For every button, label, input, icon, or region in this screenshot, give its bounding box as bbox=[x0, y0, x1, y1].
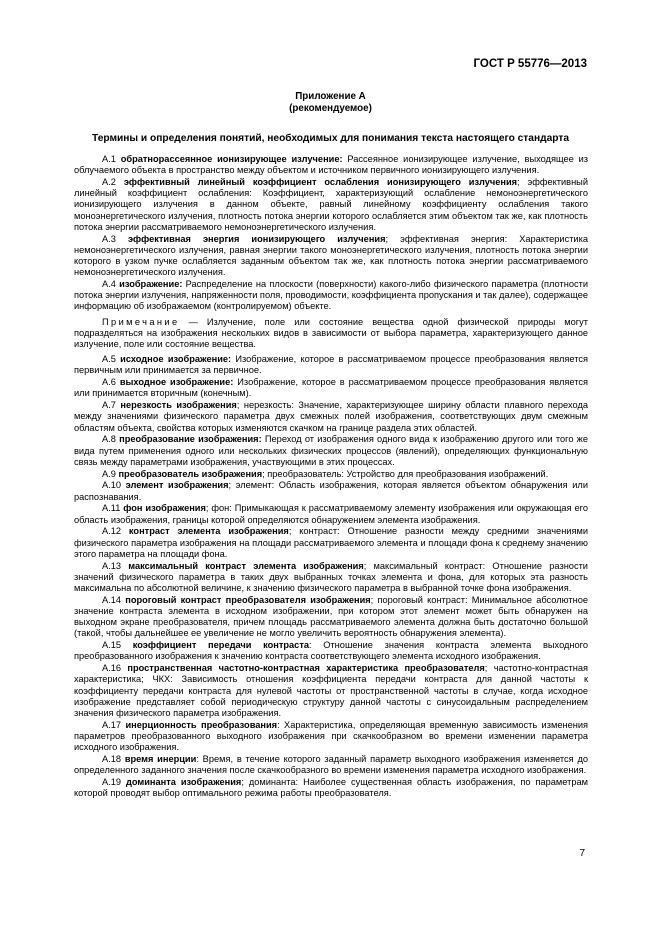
term-name: нерезкость изображения bbox=[120, 400, 237, 411]
entry-number: А.14 bbox=[102, 594, 122, 605]
term-definition: ; доминанта: Наиболее существенная область изображения, по параметрам которой проводят выбор оптимального режима работы преобразователя. bbox=[74, 777, 588, 799]
term-entry bbox=[74, 177, 588, 233]
entry-number: А.19 bbox=[102, 777, 122, 788]
term-entry bbox=[74, 480, 588, 502]
term-name: эффективная энергия ионизирующего излучения bbox=[127, 233, 386, 244]
entry-number: А.15 bbox=[102, 640, 122, 651]
entry-number: А.7 bbox=[102, 400, 116, 411]
entry-number: А.5 bbox=[102, 354, 116, 365]
term-name: доминанта изображения bbox=[125, 777, 242, 788]
term-name: пороговый контраст преобразователя изображения bbox=[125, 594, 371, 605]
term-definition: ; частотно-контрастная характеристика; ЧКХ: Зависимость отношения коэффициента передачи контраста для данной частоты к коэффициенту передачи контраста для нулевой частоты от пространственной частоты в случае, когда исходное изображение представляет собой периодическую структуру данной частоты с синусоидальным распределением значения физического параметра изображения. bbox=[74, 663, 588, 719]
term-definition: ; элемент: Область изображения, которая является объектом обнаружения или распознавания. bbox=[74, 480, 589, 502]
entry-number: А.18 bbox=[102, 754, 122, 765]
entry-number: А.2 bbox=[102, 177, 116, 187]
term-entry bbox=[74, 526, 588, 560]
term-entry bbox=[74, 595, 588, 640]
term-name: инерционность преобразования bbox=[125, 719, 278, 730]
appendix-title: Приложение А bbox=[295, 91, 366, 102]
term-name: пространственная частотно-контрастная характеристика преобразователя bbox=[127, 663, 485, 674]
entry-number: А.10 bbox=[102, 480, 122, 491]
term-name: изображение: bbox=[119, 279, 183, 290]
term-definition: Изображение, которое в рассматриваемом процессе преобразования является первичным или принимается за первичное. bbox=[74, 354, 589, 376]
document-number: ГОСТ Р 55776—2013 bbox=[473, 58, 587, 70]
term-name: коэффициент передачи контраста bbox=[132, 640, 309, 651]
term-name: элемент изображения bbox=[125, 480, 229, 491]
term-entry bbox=[74, 234, 588, 279]
term-definition: Изображение, которое в рассматриваемом процессе преобразования является или принимается вторичным (конечным). bbox=[74, 377, 588, 399]
term-entry bbox=[74, 434, 588, 468]
term-definition: : Отношение значения контраста элемента выходного преобразованного изображения к значению контраста соответствующего элемента исходного изображения. bbox=[74, 640, 588, 662]
term-entry bbox=[74, 354, 588, 376]
term-name: преобразователь изображения bbox=[118, 468, 263, 479]
term-definition: ; эффективная энергия: Характеристика немоноэнергетического излучения, равная энергии такого моноэнергетического излучения, плотность потока энергии которого в узком пучке ослабляется заданным объектом так же, как плотность потока энергии рассматриваемого немоноэнергетического излучения. bbox=[74, 233, 588, 278]
entry-number: А.13 bbox=[102, 560, 122, 571]
term-name: исходное изображение: bbox=[120, 354, 232, 365]
term-entry bbox=[74, 720, 588, 754]
term-entry bbox=[74, 400, 588, 434]
term-name: эффективный линейный коэффициент ослабления ионизирующего излучения bbox=[123, 177, 518, 187]
term-definition: : Время, в течение которого заданный параметр выходного изображения изменяется до определенного заданного значения после скачкообразного во времени изменения параметра исходного изображения. bbox=[74, 754, 589, 776]
entry-number: А.3 bbox=[102, 233, 116, 244]
entry-number: А.1 bbox=[102, 154, 116, 164]
term-definition: Переход от изображения одного вида к изображению другого или того же вида путем применения одного или нескольких физических процессов (явлений), определяющих функциональную связь между параметрами изображения, участвующими в этих процессах. bbox=[74, 434, 589, 467]
entry-number: А.12 bbox=[102, 526, 122, 537]
term-entry bbox=[74, 561, 588, 595]
entry-number: А.9 bbox=[102, 468, 116, 479]
entry-number: А.4 bbox=[102, 279, 116, 290]
note-text: — Излучение, поле или состояние вещества одной физической природы могут подразделяться на изображения нескольких видов в зависимости от выбора параметра, характеризующего данное излучение, поле или состояние вещества. bbox=[74, 316, 588, 350]
term-definition: ; пороговый контраст: Минимальное абсолютное значение контраста элемента в исходном изображении, при котором этот элемент может быть обнаружен на выходном экране преобразователя, причем площадь рассматриваемого элемента должна быть достаточно большой (такой, чтобы дальнейшее ее увеличение не могло увеличить вероятность обнаружения элемента). bbox=[74, 594, 588, 639]
term-name: преобразование изображения: bbox=[119, 434, 262, 445]
term-entry bbox=[74, 279, 588, 313]
entry-number: А.17 bbox=[102, 719, 122, 730]
body-text bbox=[74, 154, 588, 800]
term-entry bbox=[74, 154, 588, 176]
term-definition: : Характеристика, определяющая временную зависимость изменения параметров преобразованного выходного изображения при скачкообразном во времени изменении параметра исходного изображения. bbox=[74, 719, 588, 753]
term-name: максимальный контраст элемента изображения bbox=[128, 560, 364, 571]
entry-number: А.6 bbox=[102, 377, 116, 388]
note-paragraph bbox=[74, 317, 588, 351]
term-definition: ; преобразователь: Устройство для преобразования изображений. bbox=[262, 468, 549, 479]
term-definition: Рассеянное ионизирующее излучение, выходящее из облучаемого объекта в пространство между объектом и источником первичного ионизирующего излучения. bbox=[74, 154, 588, 176]
term-definition: ; фон: Примыкающая к рассматриваемому элементу изображения или окружающая его область изображения, границы которой определяются обнаружением элемента изображения. bbox=[74, 503, 588, 525]
term-entry bbox=[74, 377, 588, 399]
term-name: время инерции bbox=[124, 754, 197, 765]
note-label: Примечание bbox=[102, 316, 180, 327]
appendix-subtitle: (рекомендуемое) bbox=[289, 103, 372, 114]
term-name: фон изображения bbox=[123, 503, 206, 514]
term-definition: ; контраст: Отношение разности между средними значениями физического параметра изображения на площади рассматриваемого элемента и площади фона к среднему значению этого параметра на площади фона. bbox=[74, 526, 588, 559]
page-number: 7 bbox=[579, 848, 585, 859]
term-name: контраст элемента изображения bbox=[128, 526, 289, 537]
term-name: выходное изображение: bbox=[119, 377, 234, 388]
term-entry bbox=[74, 777, 588, 799]
term-definition: ; максимальный контраст: Отношение разности значений физического параметра в таких двух выбранных точках элемента и фона, для которых эта разность максимальна по абсолютной величине, к значению физического параметра в выбранной точке фона изображения. bbox=[74, 560, 588, 594]
term-definition: Распределение на плоскости (поверхности) какого-либо физического параметра (плотности потока энергии излучения, напряженности поля, проводимости, коэффициента пропускания и так далее), содержащее информацию об изображаемом (контролируемом) объекте. bbox=[74, 279, 589, 312]
term-entry bbox=[74, 503, 588, 525]
term-entry bbox=[74, 469, 588, 480]
term-definition: ; нерезкость: Значение, характеризующее ширину области плавного перехода между значениями физического параметра двух смежных полей изображения, соответствующих двум смежным областям объекта, свойства которых изменяются скачком на границе раздела этих областей. bbox=[74, 400, 589, 433]
term-definition: ; эффективный линейный коэффициент ослабления: Коэффициент, характеризующий ослабление немоноэнергетического ионизирующего излучения в данном объекте, равный линейному коэффициенту ослабления такого моноэнергетического излучения, плотность потока энергии которого ослабляется этим объектом так же, как плотность потока энергии рассматриваемого немоноэнергетического излучения. bbox=[74, 177, 588, 232]
entry-number: А.11 bbox=[102, 503, 121, 514]
term-entry bbox=[74, 640, 588, 662]
section-title: Термины и определения понятий, необходимых для понимания текста настоящего стандарта bbox=[91, 133, 569, 144]
entry-number: А.16 bbox=[102, 663, 122, 674]
term-name: обратнорассеянное ионизирующее излучение: bbox=[120, 154, 343, 164]
entry-number: А.8 bbox=[102, 434, 116, 445]
term-entry bbox=[74, 663, 588, 719]
term-entry bbox=[74, 754, 588, 776]
